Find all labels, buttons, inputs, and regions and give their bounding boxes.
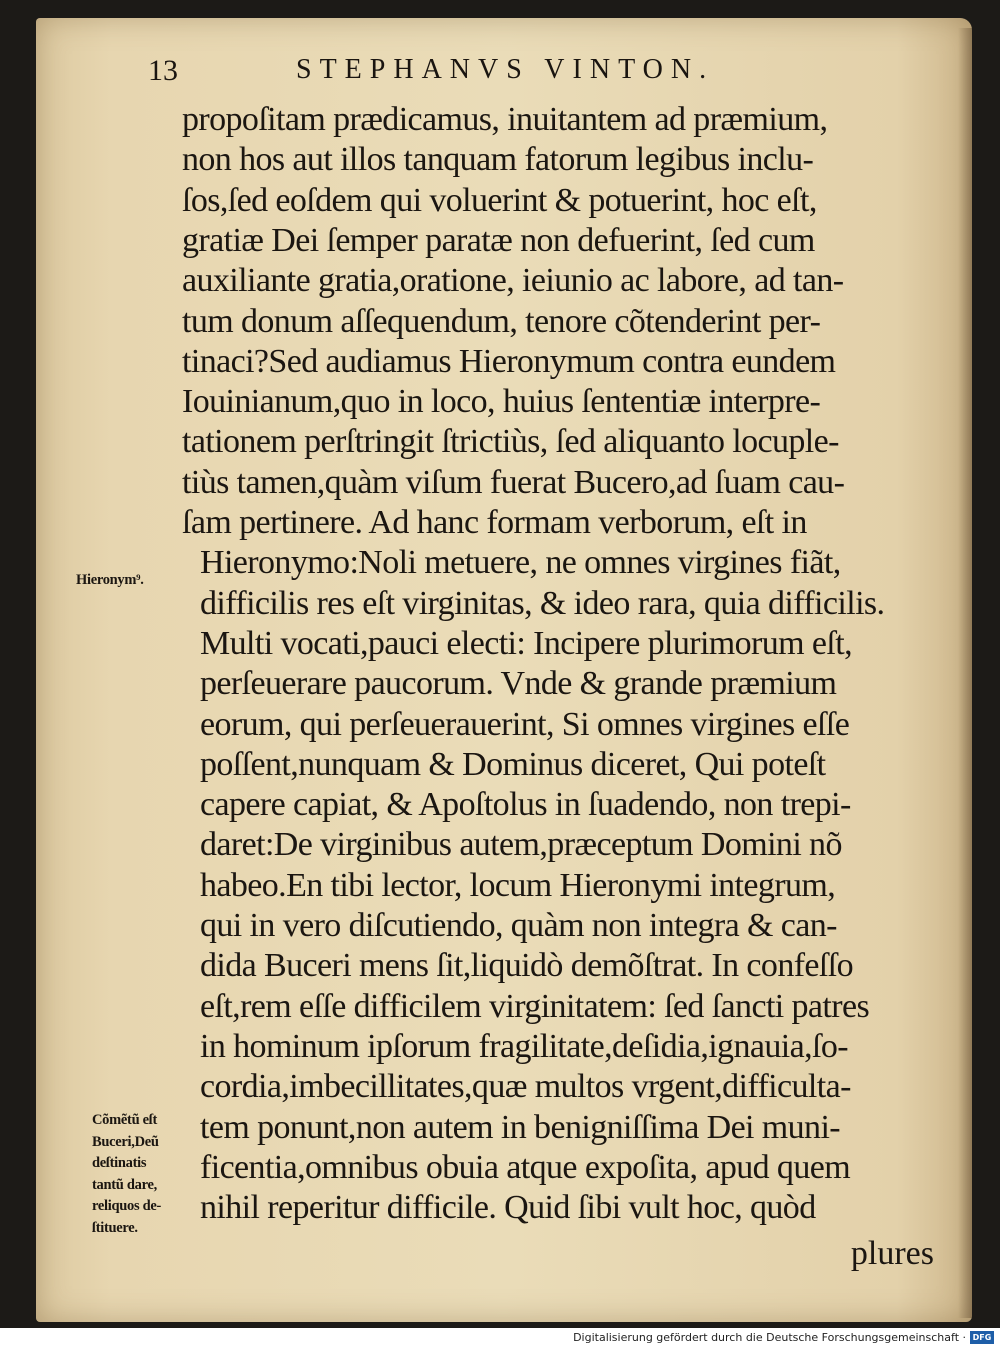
margin-note-line: deſtinatis xyxy=(92,1155,147,1171)
text-line: poſſent,nunquam & Dominus diceret, Qui poteſt xyxy=(200,745,826,783)
text-line: ficentia,omnibus obuia atque expoſita, apud quem xyxy=(200,1148,851,1186)
margin-note-line: Buceri,Deũ xyxy=(92,1133,159,1150)
text-line: qui in vero diſcutiendo, quàm non integra & can- xyxy=(200,907,837,944)
catchword: plures xyxy=(850,1235,934,1272)
margin-note-line: reliquos de- xyxy=(92,1198,162,1214)
text-line: ſos,ſed eoſdem qui voluerint & potuerint, hoc eſt, xyxy=(182,181,817,219)
text-line: ſam pertinere. Ad hanc formam verborum, eſt in xyxy=(182,504,807,541)
text-line: Multi vocati,pauci electi: Incipere plurimorum eſt, xyxy=(200,624,853,662)
text-line: daret:De virginibus autem,præceptum Domini nõ xyxy=(200,826,842,864)
page-number: 13 xyxy=(148,54,178,87)
text-line: tinaci?Sed audiamus Hieronymum contra eundem xyxy=(182,342,836,380)
text-line: Hieronymo:Noli metuere, ne omnes virgines fiãt, xyxy=(200,544,841,582)
text-line: non hos aut illos tanquam fatorum legibus inclu- xyxy=(182,141,814,179)
margin-note-line: Hieronym⁹. xyxy=(76,572,144,588)
text-line: capere capiat, & Apoſtolus in ſuadendo, non trepi- xyxy=(200,786,851,824)
text-line: in hominum ipſorum fragilitate,deſidia,ignauia,ſo- xyxy=(200,1027,848,1065)
text-line: difficilis res eſt virginitas, & ideo rara, quia difficilis. xyxy=(200,584,885,622)
text-line: dida Buceri mens ſit,liquidò demõſtrat. In confeſſo xyxy=(200,947,854,985)
margin-note-line: tantũ dare, xyxy=(92,1176,157,1193)
margin-note-commentum xyxy=(92,1110,161,1239)
text-line: eſt,rem eſſe difficilem virginitatem: ſed ſancti patres xyxy=(200,987,870,1025)
margin-note-line: Cõmẽtũ eſt xyxy=(92,1112,158,1128)
text-line: tum donum aſſequendum, tenore cõtenderint per- xyxy=(182,302,821,340)
text-line: nihil reperitur difficile. Quid ſibi vult hoc, quòd xyxy=(200,1189,816,1227)
text-line: propoſitam prædicamus, inuitantem ad præmium, xyxy=(182,101,828,138)
margin-note-hieronymus xyxy=(76,570,144,592)
text-line: tationem perſtringit ſtrictiùs, ſed aliquanto locuple- xyxy=(182,423,839,461)
dfg-logo: DFG xyxy=(970,1331,994,1344)
page-edge-shadow xyxy=(958,28,972,1318)
text-line: Iouinianum,quo in loco, huius ſententiæ interpre- xyxy=(182,383,821,421)
text-line: tem ponunt,non autem in benigniſſima Dei muni- xyxy=(200,1108,841,1146)
running-title: STEPHANVS VINTON. xyxy=(296,54,715,85)
margin-note-line: ſtituere. xyxy=(92,1219,138,1236)
text-line: cordia,imbecillitates,quæ multos vrgent,difficulta- xyxy=(200,1068,851,1106)
text-line: eorum, qui perſeuerauerint, Si omnes virgines eſſe xyxy=(200,705,850,743)
text-line: gratiæ Dei ſemper paratæ non defuerint, ſed cum xyxy=(182,221,815,259)
text-line: tiùs tamen,quàm viſum fuerat Bucero,ad ſuam cau- xyxy=(182,463,845,501)
digitization-credit: Digitalisierung gefördert durch die Deutsche Forschungsgemeinschaft · xyxy=(573,1331,966,1344)
text-line: habeo.En tibi lector, locum Hieronymi integrum, xyxy=(200,866,836,904)
text-line: perſeuerare paucorum. Vnde & grande præmium xyxy=(200,665,837,703)
text-line: auxiliante gratia,oratione, ieiunio ac labore, ad tan- xyxy=(182,262,844,300)
